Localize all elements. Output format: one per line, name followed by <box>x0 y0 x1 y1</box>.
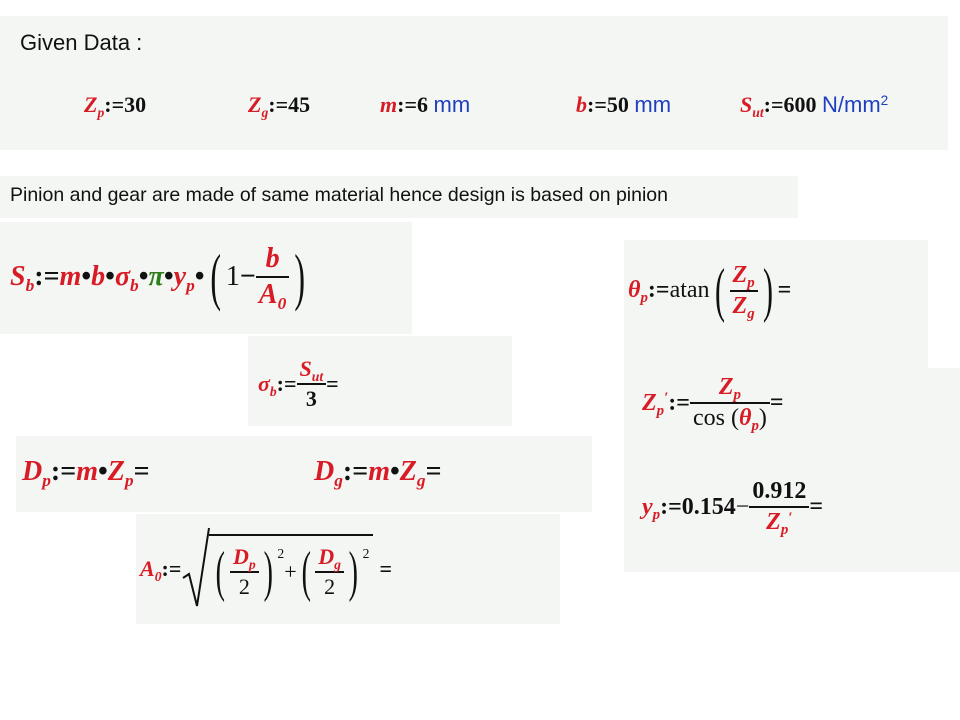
m-unit: mm <box>433 92 471 117</box>
given-data-panel <box>0 16 948 150</box>
a0-equation-panel <box>136 514 560 624</box>
given-data-heading: Given Data : <box>20 30 143 55</box>
theta-equation: $\theta_p:=atan$( $\frac{Z_p}{Z_g}$ ) = <box>628 257 792 323</box>
sut-unit: N/mm <box>822 92 881 117</box>
yp-equation: $y_p:=0.154-$ $\frac{0.912}{Z_p'}$ = <box>642 478 823 539</box>
sut-definition: $S_{ut}:=600$ $N/mm^2$ <box>740 92 889 120</box>
dg-equation: $D_g:=m•Z_g=$ <box>314 456 442 491</box>
b-unit: mm <box>634 92 672 117</box>
dp-dg-equation-panel <box>16 436 592 512</box>
sigma-b-equation: $\sigma_b:=$ $\frac{S_{ut}}{3}$ = <box>258 356 339 411</box>
m-definition: m:=6 mm <box>380 92 471 117</box>
dp-equation: $D_p:=m•Z_p=$ <box>22 456 150 491</box>
zp-definition: $Z_p:=30$ <box>84 92 147 120</box>
note-panel <box>0 176 798 218</box>
theta-equation-panel <box>624 240 928 368</box>
b-definition: b:=50 mm <box>576 92 672 117</box>
note-text: Pinion and gear are made of same material hence design is based on pinion <box>10 184 669 206</box>
zg-definition: $Z_g:=45$ <box>248 92 311 120</box>
sb-equation: $S_b:=m•b•\sigma_b•\pi•y_p•$( 1− $\frac{b}{A_0}$ ) <box>10 241 306 314</box>
zp-prime-equation: $Z_p':=$ $\frac{Z_p}{\cos (\theta_p)}$ = <box>642 374 784 435</box>
sb-equation-panel <box>0 222 412 334</box>
zp-yp-equation-panel <box>624 368 960 572</box>
a0-equation: $A_0:=$ ( $\frac{D_p}{2}$ ) $^2$+( $\frac{D_g}{2}$ ) $^2$= <box>140 526 392 612</box>
sqrt-radical <box>181 526 211 612</box>
sigma-b-equation-panel <box>248 336 512 426</box>
